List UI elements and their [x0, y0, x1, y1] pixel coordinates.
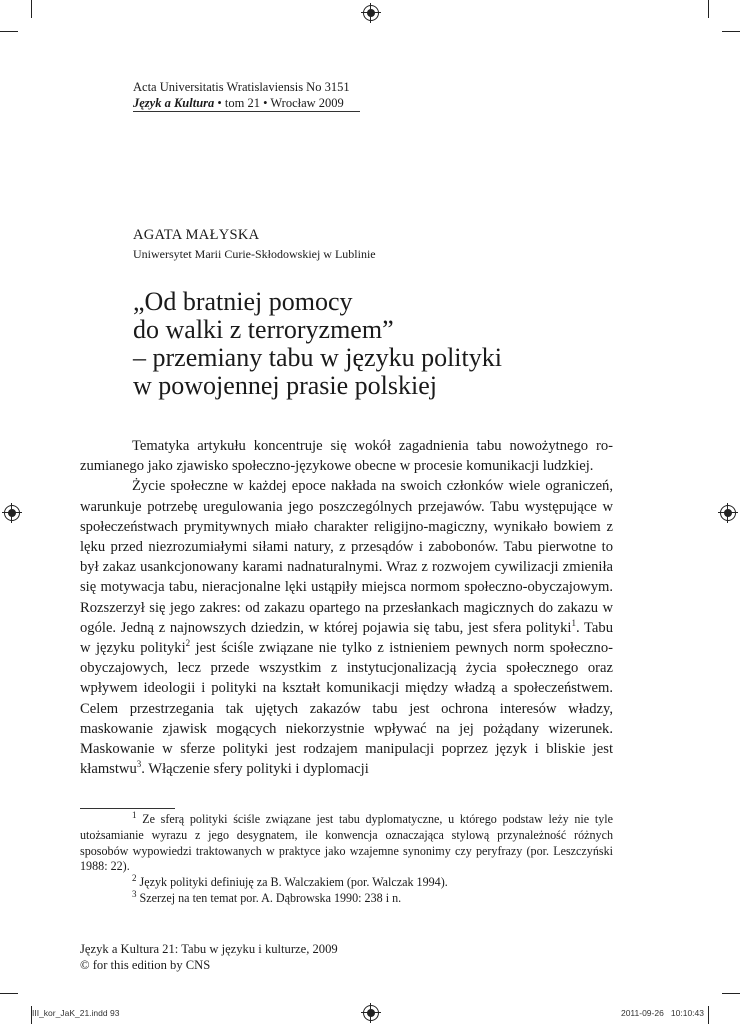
title-line: – przemiany tabu w języku polityki — [133, 343, 502, 372]
body-text: Życie społeczne w każdej epoce nakłada na swoich członków wiele ograniczeń, warunkuje potrzebę uregulowania jego poszczególnych przejawów. Tabu występujące w społeczeństwach prymitywnych miało charakter religijno-magiczny, wynikało bowiem z lęku przed niezrozumiałymi siłami natury, z przesądów i zabobonów. Tabu pierwotne to był zakaz usankcjonowany karami nadnaturalnymi. Wraz z rozwojem cywilizacji zmieniła się motywacja tabu, nieracjonalne lęki ustąpiły miejsca normom społeczno-obyczajowym. Rozszerzył się jego zakres: od zakazu opartego na przesłankach magicznych do zakazu w ogóle. Jedną z najnowszych dziedzin, w której pojawia się tabu, jest sfera polityki — [80, 478, 613, 636]
author-name: AGATA MAŁYSKA — [133, 227, 260, 243]
crop-mark-tl-v — [31, 0, 32, 18]
journal-details: • tom 21 • Wrocław 2009 — [214, 96, 344, 110]
journal-series: Acta Universitatis Wratislaviensis No 3151 — [133, 80, 350, 94]
journal-header — [133, 79, 350, 111]
body-text: . Włączenie sfery polityki i dyplomacji — [141, 761, 369, 778]
footnote-number: 2 — [132, 873, 137, 884]
footnote-ref-1: 1 — [571, 617, 576, 628]
crop-mark-tl-h — [0, 31, 18, 32]
crop-mark-bl-h — [0, 993, 18, 994]
registration-mark-top-icon — [363, 5, 379, 21]
footnote-text: Ze sferą polityki ściśle związane jest tabu dyplomatyczne, u którego podstaw leży nie tyle utożsamianie wyrazu z jego desygnatem, ile konwencja oznaczająca stylową przynależność różnych sposobów wypowiedzi traktowanych w praktyce jako wzajemne synonimy czy peryfrazy (por. Leszczyński 1988: 22). — [80, 812, 613, 874]
title-line: „Od bratniej pomocy — [133, 287, 353, 316]
body-paragraph-1: Tematyka artykułu koncentruje się wokół zagadnienia tabu nowożytnego rozumianego jako zjawisko społeczno-językowe obecne w procesie komunikacji ludzkiej. — [80, 438, 613, 475]
body-text: jest ściśle związane nie tylko z istnieniem pewnych norm społeczno-obyczajowych, lecz przede wszystkim z instytucjonalizacją życia społecznego oraz wpływem ideologii i polityki na kształt komunikacji między władzą a społeczeństwem. Celem przestrzegania tak ujętych zakazów tabu jest ochrona interesów władzy, maskowanie zjawisk mogących niekorzystnie wpływać na jej pożądany wizerunek. Maskowanie w sferze polityki jest rodzajem manipulacji poprzez język i bliskie jest kłamstwu — [80, 640, 613, 778]
slug-filename: III_kor_JaK_21.indd 93 — [32, 1008, 120, 1018]
crop-mark-br-h — [722, 993, 740, 994]
registration-mark-right-icon — [720, 505, 736, 521]
registration-mark-left-icon — [4, 505, 20, 521]
journal-name: Język a Kultura — [133, 96, 215, 110]
footnote-ref-3: 3 — [136, 759, 142, 770]
footnote-number: 3 — [132, 888, 137, 899]
footnote-3 — [80, 888, 613, 907]
body-paragraph-2 — [80, 476, 613, 779]
imprint-line-2: © for this edition by CNS — [80, 957, 211, 972]
crop-mark-tr-v — [708, 0, 709, 18]
title-line: w powojennej prasie polskiej — [133, 371, 437, 400]
crop-mark-br-v — [708, 1006, 709, 1024]
title-line: do walki z terroryzmem” — [133, 315, 394, 344]
footnote-2 — [80, 875, 613, 891]
footnote-number: 1 — [132, 809, 137, 820]
registration-mark-bottom-icon — [363, 1005, 379, 1021]
imprint — [80, 942, 338, 973]
footnotes — [80, 809, 613, 907]
imprint-line-1: Język a Kultura 21: Tabu w języku i kulturze, 2009 — [80, 942, 338, 956]
author-affiliation: Uniwersytet Marii Curie-Skłodowskiej w Lublinie — [133, 247, 376, 261]
article-body — [80, 436, 613, 779]
footnote-1 — [80, 809, 613, 875]
footnote-ref-2: 2 — [185, 638, 191, 649]
footnote-rule — [80, 808, 175, 809]
journal-line — [133, 95, 350, 111]
crop-mark-tr-h — [722, 31, 740, 32]
body-text: . Tabu w języku polityki — [80, 619, 614, 657]
journal-header-rule — [133, 111, 360, 112]
article-title — [133, 288, 653, 400]
footnote-text: Szerzej na ten temat por. A. Dąbrowska 1990: 238 i n. — [136, 890, 402, 905]
slug-timestamp: 2011-09-26 10:10:43 — [620, 1008, 704, 1018]
footnote-text: Język polityki definiuję za B. Walczakiem (por. Walczak 1994). — [136, 875, 448, 890]
